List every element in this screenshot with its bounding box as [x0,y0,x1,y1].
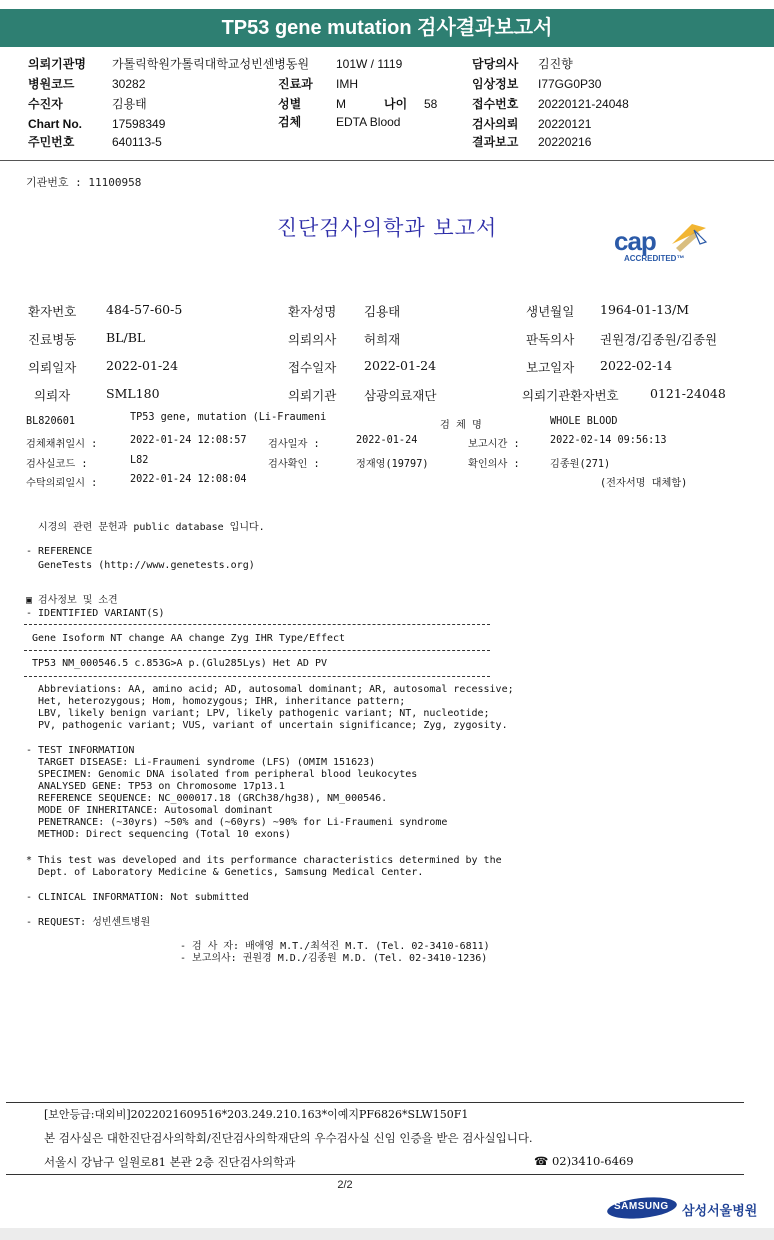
test-date-label: 검사일자 : [268,439,320,450]
header-label: 접수번호 [472,97,519,111]
abbreviation-line: PV, pathogenic variant; VUS, variant of uncertain significance; Zyg, zygosity. [38,720,508,731]
test-name: TP53 gene, mutation (Li-Fraumeni [130,412,327,423]
lab-code-label: 검사실코드 : [26,459,88,470]
header-info [0,0,774,160]
verify-value: 김종원(271) [550,459,611,470]
confirm-value: 정재영(19797) [356,459,429,470]
test-information-line: SPECIMEN: Genomic DNA isolated from peripheral blood leukocytes [38,769,418,780]
header-value: I77GG0P30 [538,77,602,91]
bottom-band [0,1228,774,1240]
test-information-line: METHOD: Direct sequencing (Total 10 exons) [38,829,291,840]
header-value: 20220121 [538,117,592,131]
development-note: * This test was developed and its performance characteristics determined by the [26,855,502,866]
samsung-hospital-logo [606,1196,758,1222]
age-value: 58 [424,97,438,111]
collect-label: 검체채취일시 : [26,439,98,450]
table-rule [24,650,490,651]
abbreviation-line: Abbreviations: AA, amino acid; AD, autosomal dominant; AR, autosomal recessive; [38,684,514,695]
header-label: 의뢰기관명 [28,57,86,71]
patient-value: 0121-24048 [650,386,726,401]
order-label: 수탁의뢰일시 : [26,478,98,489]
variant-table-row: TP53 NM_000546.5 c.853G>A p.(Glu285Lys) Het AD PV [32,658,328,669]
patient-label: 의뢰기관환자번호 [522,388,619,403]
signer-line: - 보고의사: 권원경 M.D./김종원 M.D. (Tel. 02-3410-1236) [180,953,488,964]
clinical-information: - CLINICAL INFORMATION: Not submitted [26,892,249,903]
header-label: 검체 [278,115,302,129]
cap-logo-subtext: ACCREDITED™ [624,254,685,263]
test-code: BL820601 [26,416,76,427]
specimen-label: 검 체 명 [440,420,482,431]
institution-number: 기관번호 : 11100958 [26,176,142,189]
signer-line: - 검 사 자: 배애영 M.T./최석진 M.T. (Tel. 02-3410-6811) [180,941,490,952]
test-information-line: ANALYSED GENE: TP53 on Chromosome 17p13.1 [38,781,285,792]
header-value: 20220121-24048 [538,97,629,111]
test-information-line: PENETRANCE: (~30yrs) ~50% and (~60yrs) ~90% for Li-Fraumeni syndrome [38,817,448,828]
age-label: 나이 [384,97,408,111]
cap-accredited-logo [614,222,718,266]
abbreviation-line: Het, heterozygous; Hom, homozygous; IHR, inheritance pattern; [38,696,406,707]
variant-table-header: Gene Isoform NT change AA change Zyg IHR Type/Effect [32,633,346,644]
specimen-value: WHOLE BLOOD [550,416,618,427]
collect-value: 2022-01-24 12:08:57 [130,435,247,446]
patient-value: BL/BL [106,330,146,345]
page-number: 2/2 [337,1179,353,1191]
department-report-title: 진단검사의학과 보고서 [276,216,498,240]
header-value: 김용태 [112,97,147,111]
header-value: 17598349 [112,117,166,131]
header-label: 결과보고 [472,135,519,149]
patient-label: 환자성명 [288,304,337,319]
header-divider [0,160,774,161]
header-label: 담당의사 [472,57,519,71]
report-time-value: 2022-02-14 09:56:13 [550,435,667,446]
patient-value: 권원경/김종원/김종원 [600,332,718,347]
header-label: 주민번호 [28,135,75,149]
development-note: Dept. of Laboratory Medicine & Genetics, Samsung Medical Center. [26,867,424,878]
report-title: TP53 gene mutation 검사결과보고서 [221,17,553,39]
header-label: Chart No. [28,117,82,131]
patient-value: SML180 [106,386,160,401]
samsung-logo-text: SAMSUNG [614,1201,669,1212]
header-value: 가톨릭학원가톨릭대학교성빈센병동원 [112,57,310,71]
header-value: 20220216 [538,135,592,149]
header-label: 진료과 [278,77,313,91]
reference-line: GeneTests (http://www.genetests.org) [38,560,255,571]
footer-rule [6,1102,744,1103]
test-information-line: REFERENCE SEQUENCE: NC_000017.18 (GRCh38/hg38), NM_000546. [38,793,388,804]
lab-code-value: L82 [130,455,149,466]
security-line: [보안등급:대외비]2022021609516*203.249.210.163*이예지PF6826*SLW150F1 [44,1108,469,1121]
header-label: 검사의뢰 [472,117,519,131]
header-label: 성별 [278,97,302,111]
header-value: M [336,97,346,111]
test-date-value: 2022-01-24 [356,435,418,446]
patient-label: 판독의사 [526,332,575,347]
hospital-name: 삼성서울병원 [682,1203,758,1218]
patient-label: 의뢰의사 [288,332,337,347]
patient-label: 보고일자 [526,360,575,375]
footer-bottom-rule [6,1174,744,1175]
patient-label: 환자번호 [28,304,77,319]
header-value: IMH [336,77,358,91]
abbreviation-line: LBV, likely benign variant; LPV, likely pathogenic variant; NT, nucleotide; [38,708,490,719]
cap-logo-text: cap [614,226,656,256]
patient-label: 의뢰일자 [28,360,77,375]
verify-label: 확인의사 : [468,459,520,470]
test-information-heading: - TEST INFORMATION [26,745,135,756]
patient-label: 생년월일 [526,304,575,319]
table-rule [24,676,490,677]
patient-value: 삼광의료재단 [364,388,437,403]
test-information-line: TARGET DISEASE: Li-Fraumeni syndrome (LFS) (OMIM 151623) [38,757,376,768]
confirm-label: 검사확인 : [268,459,320,470]
request-line: - REQUEST: 성빈센트병원 [26,917,151,928]
patient-value: 2022-01-24 [364,358,437,373]
header-value: 101W / 1119 [336,57,403,71]
header-value: 640113-5 [112,135,162,149]
patient-value: 김용태 [364,304,401,319]
header-value: 30282 [112,77,146,91]
patient-value: 1964-01-13/M [600,302,690,317]
patient-label: 의뢰기관 [288,388,337,403]
header-label: 임상정보 [472,77,519,91]
patient-label: 의뢰자 [34,388,71,403]
esign-note: (전자서명 대체함) [600,478,688,489]
patient-value: 2022-02-14 [600,358,673,373]
identified-variants-heading: - IDENTIFIED VARIANT(S) [26,608,165,619]
patient-label: 진료병동 [28,332,77,347]
certification-line: 본 검사실은 대한진단검사의학회/진단검사의학재단의 우수검사실 신임 인증을 받은 검사실입니다. [44,1131,533,1145]
patient-label: 접수일자 [288,360,337,375]
header-value: 김진향 [538,57,573,71]
findings-heading: ▣ 검사정보 및 소견 [26,595,118,606]
phone-line: ☎ 02)3410-6469 [534,1154,634,1168]
intro-text: 시경의 관련 문헌과 public database 입니다. [38,522,265,533]
patient-value: 허희재 [364,332,401,347]
header-label: 수진자 [28,97,63,111]
patient-value: 2022-01-24 [106,358,179,373]
patient-value: 484-57-60-5 [106,302,183,317]
table-rule [24,624,490,625]
order-value: 2022-01-24 12:08:04 [130,474,247,485]
reference-heading: - REFERENCE [26,546,93,557]
header-label: 병원코드 [28,77,75,91]
header-value: EDTA Blood [336,115,401,129]
test-information-line: MODE OF INHERITANCE: Autosomal dominant [38,805,273,816]
report-time-label: 보고시간 : [468,439,520,450]
address-line: 서울시 강남구 일원로81 본관 2층 진단검사의학과 [44,1155,296,1169]
